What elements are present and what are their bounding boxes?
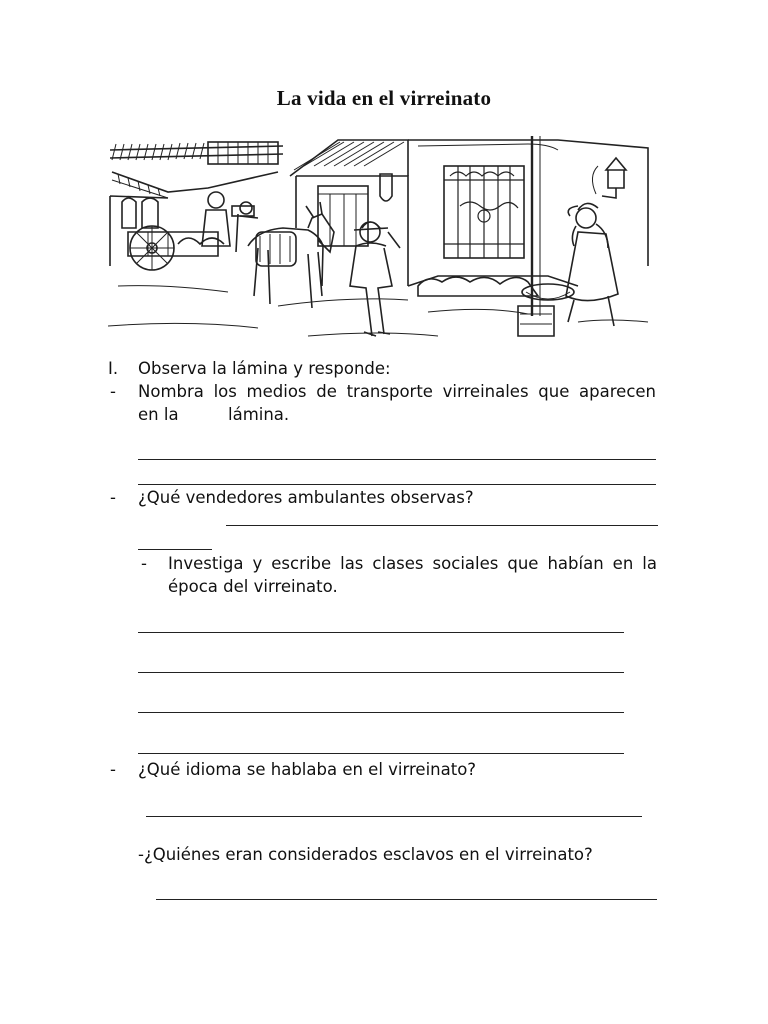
page-title: La vida en el virreinato [276, 86, 492, 110]
bullet-dash: - [110, 488, 116, 507]
question-social-classes-line2: época del virreinato. [168, 577, 338, 596]
answer-line[interactable] [138, 672, 624, 673]
answer-line[interactable] [138, 712, 624, 713]
answer-line[interactable] [138, 632, 624, 633]
question-transport-line1: Nombra los medios de transporte virreinales que aparecen [138, 382, 656, 401]
question-language: ¿Qué idioma se hablaba en el virreinato? [138, 760, 477, 779]
answer-line[interactable] [138, 459, 656, 460]
question-transport-line2a: en la [138, 405, 179, 424]
answer-line[interactable] [138, 753, 624, 754]
bullet-dash: - [141, 554, 147, 573]
answer-line[interactable] [138, 484, 656, 485]
section-numeral: I. [108, 359, 119, 378]
answer-line[interactable] [156, 899, 657, 900]
colonial-street-scene-drawing [108, 136, 653, 348]
question-slaves: -¿Quiénes eran considerados esclavos en el virreinato? [138, 845, 593, 864]
bullet-dash: - [110, 760, 116, 779]
answer-line[interactable] [146, 816, 642, 817]
question-social-classes-line1: Investiga y escribe las clases sociales que habían en la [168, 554, 657, 573]
bullet-dash: - [110, 382, 116, 401]
question-street-vendors: ¿Qué vendedores ambulantes observas? [138, 488, 474, 507]
section-heading: Observa la lámina y responde: [138, 359, 391, 378]
answer-line[interactable] [138, 549, 212, 550]
question-transport-line2b: lámina. [228, 405, 290, 424]
answer-line[interactable] [226, 525, 658, 526]
